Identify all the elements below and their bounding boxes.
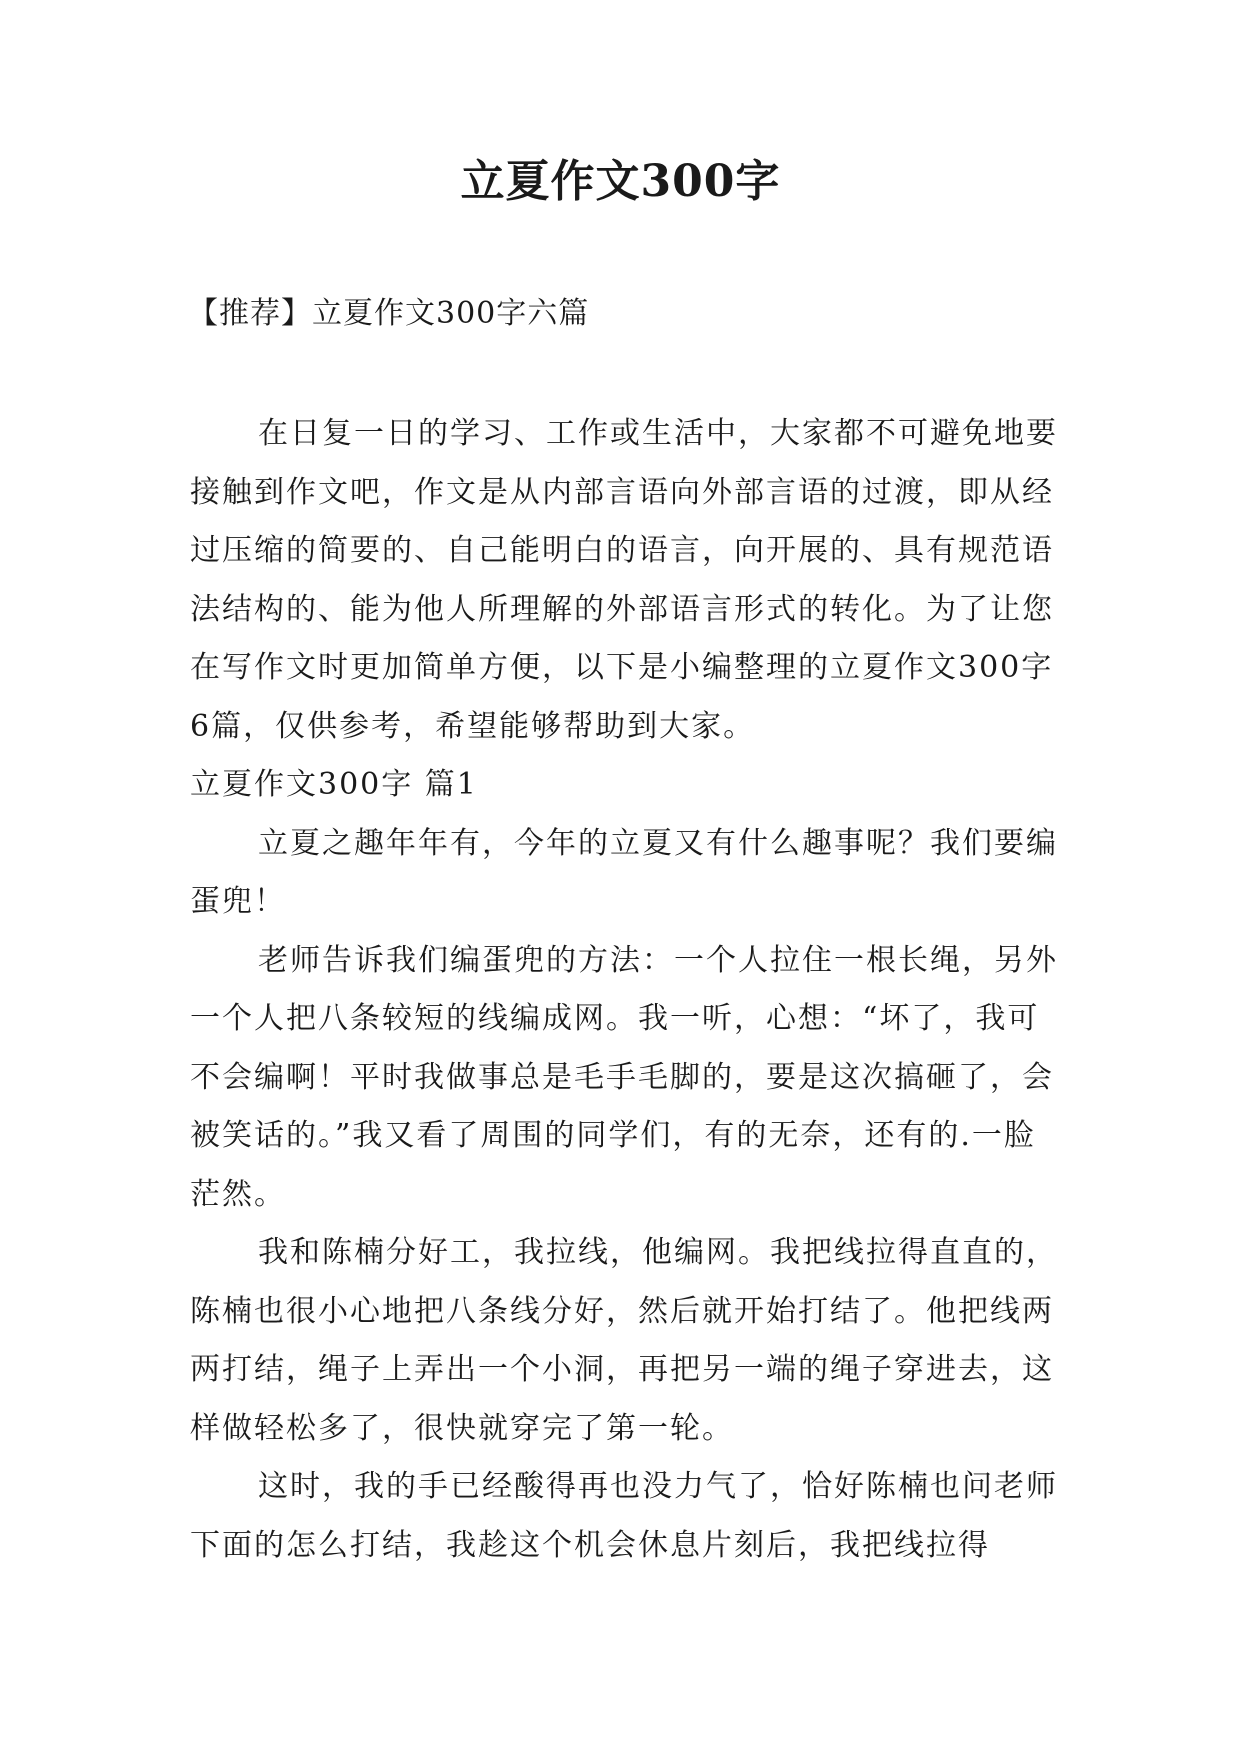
intro-paragraph: 在日复一日的学习、工作或生活中，大家都不可避免地要接触到作文吧，作文是从内部言语向外部言语的过渡，即从经过压缩的简要的、自己能明白的语言，向开展的、具有规范语法结构的、能为他人所理解的外部语言形式的转化。为了让您在写作文时更加简单方便，以下是小编整理的立夏作文300字6篇，仅供参考，希望能够帮助到大家。: [190, 416, 1058, 744]
document-body: [190, 405, 1060, 1575]
document-subtitle: 【推荐】立夏作文300字六篇: [188, 296, 590, 331]
body-paragraph: 这时，我的手已经酸得再也没力气了，恰好陈楠也问老师下面的怎么打结，我趁这个机会休息片刻后，我把线拉得: [190, 1469, 1058, 1563]
body-paragraph: 立夏之趣年年有，今年的立夏又有什么趣事呢？我们要编蛋兜！: [190, 825, 1058, 919]
body-paragraph: 老师告诉我们编蛋兜的方法：一个人拉住一根长绳，另外一个人把八条较短的线编成网。我一听，心想：“坏了，我可不会编啊！平时我做事总是毛手毛脚的，要是这次搞砸了，会被笑话的。”我又看了周围的同学们，有的无奈，还有的.一脸茫然。: [190, 942, 1058, 1212]
section-heading: 立夏作文300字 篇1: [190, 767, 478, 802]
body-paragraph: 我和陈楠分好工，我拉线，他编网。我把线拉得直直的，陈楠也很小心地把八条线分好，然后就开始打结了。他把线两两打结，绳子上弄出一个小洞，再把另一端的绳子穿进去，这样做轻松多了，很快就穿完了第一轮。: [190, 1235, 1058, 1446]
document-title: 立夏作文300字: [460, 156, 781, 207]
